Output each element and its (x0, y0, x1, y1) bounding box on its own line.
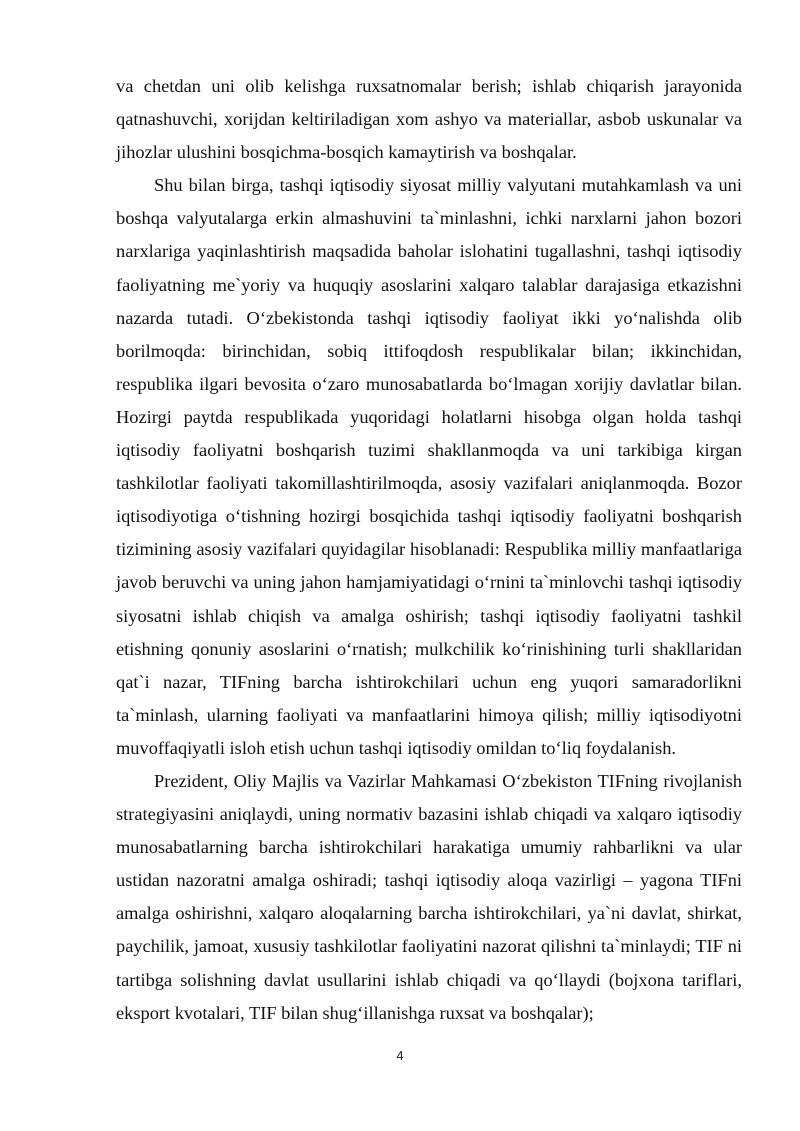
paragraph-president-role: Prezident, Oliy Majlis va Vazirlar Mahkamasi O‘zbekiston TIFning rivojlanish strategiyasini aniqlaydi, uning normativ bazasini ishlab chiqadi va xalqaro iqtisodiy munosabatlarning barcha ishtirokchilari harakatiga umumiy rahbarlikni va ular ustidan nazoratni amalga oshiradi; tashqi iqtisodiy aloqa vazirligi – yagona TIFni amalga oshirishni, xalqaro aloqalarning barcha ishtirokchilari, ya`ni davlat, shirkat, paychilik, jamoat, xususiy tashkilotlar faoliyatini nazorat qilishni ta`minlaydi; TIF ni tartibga solishning davlat usullarini ishlab chiqadi va qo‘llaydi (bojxona tariflari, eksport kvotalari, TIF bilan shug‘illanishga ruxsat va boshqalar); (116, 770, 742, 1023)
paragraph-continuation: va chetdan uni olib kelishga ruxsatnomalar berish; ishlab chiqarish jarayonida qatnashuvchi, xorijdan keltiriladigan xom ashyo va materiallar, asbob uskunalar va jihozlar ulushini bosqichma-bosqich kamaytirish va boshqalar. (116, 76, 742, 163)
page-number: 4 (396, 1048, 404, 1063)
document-body (116, 70, 742, 1030)
paragraph-foreign-economic-policy: Shu bilan birga, tashqi iqtisodiy siyosat milliy valyutani mutahkamlash va uni boshqa valyutalarga erkin almashuvini ta`minlashni, ichki narxlarni jahon bozori narxlariga yaqinlashtirish maqsadida baholar islohatini tugallashni, tashqi iqtisodiy faoliyatning me`yoriy va huquqiy asoslarini xalqaro talablar darajasiga etkazishni nazarda tutadi. O‘zbekistonda tashqi iqtisodiy faoliyat ikki yo‘nalishda olib borilmoqda: birinchidan, sobiq ittifoqdosh respublikalar bilan; ikkinchidan, respublika ilgari bevosita o‘zaro munosabatlarda bo‘lmagan xorijiy davlatlar bilan. Hozirgi paytda respublikada yuqoridagi holatlarni hisobga olgan holda tashqi iqtisodiy faoliyatni boshqarish tuzimi shakllanmoqda va uni tarkibiga kirgan tashkilotlar faoliyati takomillashtirilmoqda, asosiy vazifalari aniqlanmoqda. Bozor iqtisodiyotiga o‘tishning hozirgi bosqichida tashqi iqtisodiy faoliyatni boshqarish tizimining asosiy vazifalari quyidagilar hisoblanadi: Respublika milliy manfaatlariga javob beruvchi va uning jahon hamjamiyatidagi o‘rnini ta`minlovchi tashqi iqtisodiy siyosatni ishlab chiqish va amalga oshirish; tashqi iqtisodiy faoliyatni tashkil etishning qonuniy asoslarini o‘rnatish; mulkchilik ko‘rinishining turli shakllaridan qat`i nazar, TIFning barcha ishtirokchilari uchun eng yuqori samaradorlikni ta`minlash, ularning faoliyati va manfaatlarini himoya qilish; milliy iqtisodiyotni muvoffaqiyatli isloh etish uchun tashqi iqtisodiy omildan to‘liq foydalanish. (116, 175, 742, 758)
